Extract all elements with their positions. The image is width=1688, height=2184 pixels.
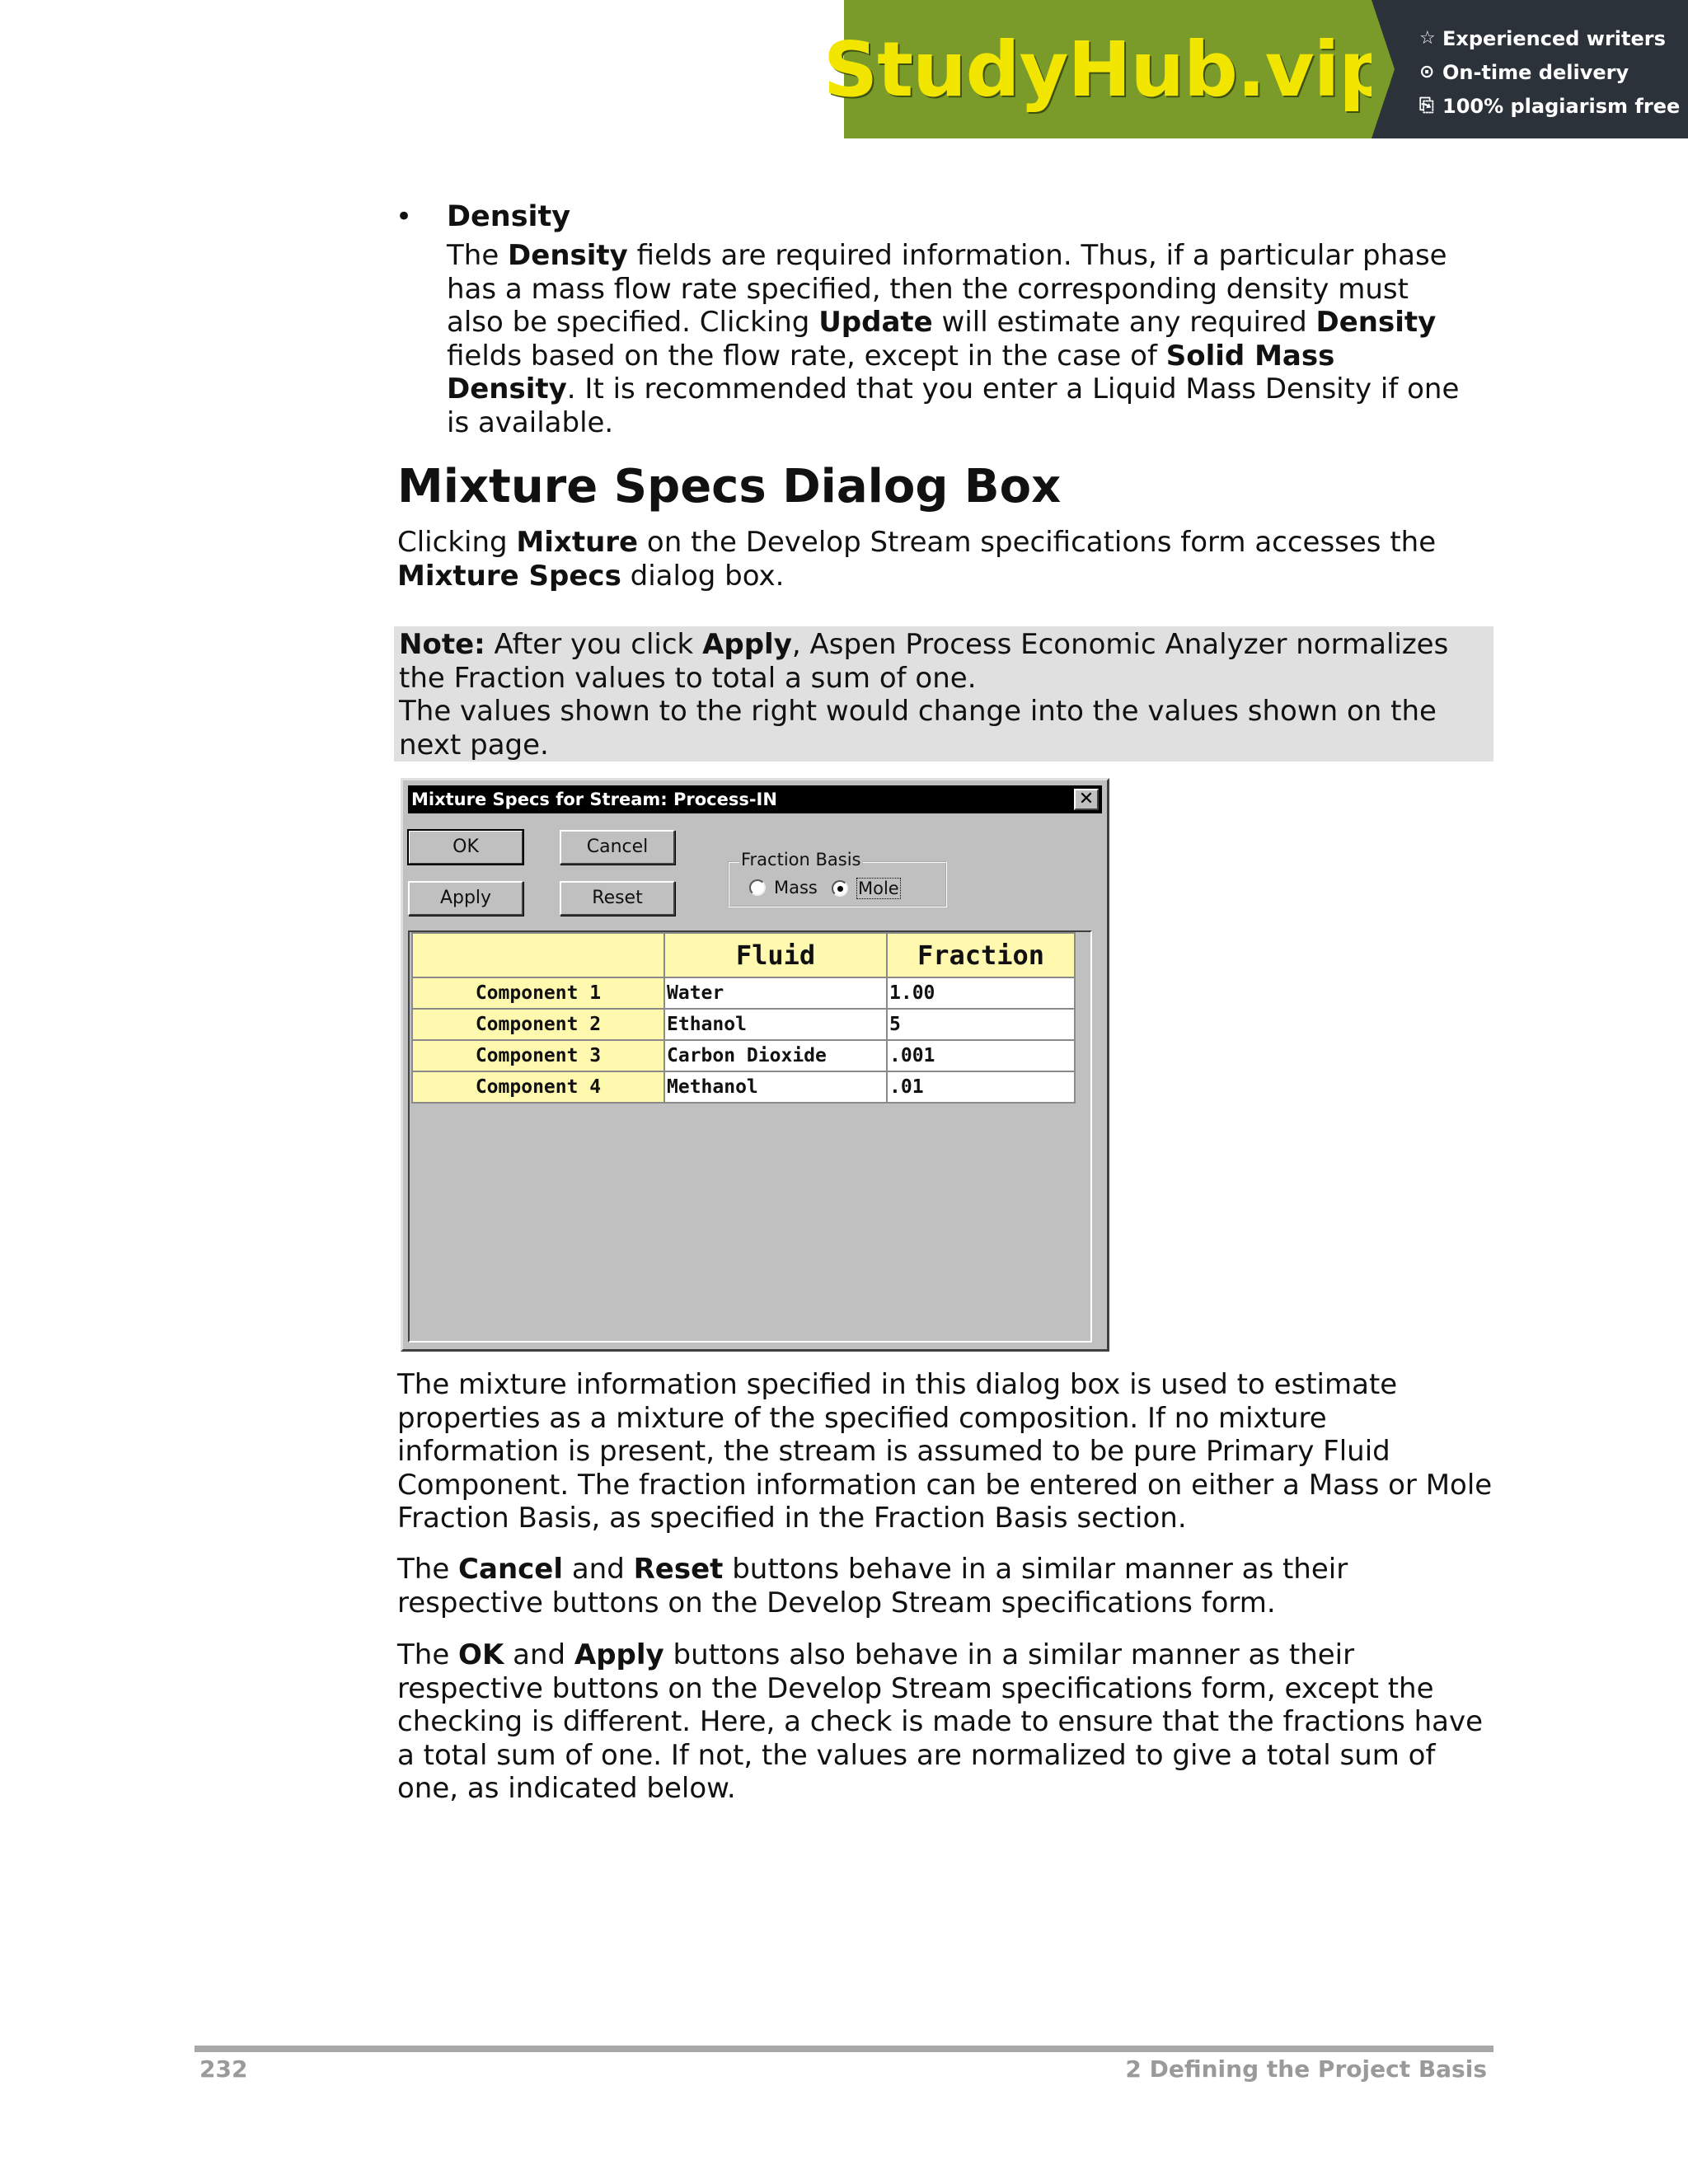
component-label: Component 2: [412, 1009, 664, 1040]
perk-item: [1419, 89, 1688, 123]
fraction-cell[interactable]: 1.00: [887, 977, 1075, 1009]
bold-term: Mixture Specs: [397, 559, 621, 593]
mixture-grid: [408, 930, 1092, 1343]
table-row: [412, 1009, 1075, 1040]
mixture-specs-dialog: [401, 778, 1109, 1352]
text-run: , Aspen Process Economic Analyzer normalizes the Fraction values to total a sum of one.: [399, 628, 1449, 695]
text-run: will estimate any required: [932, 306, 1316, 339]
radio-off-icon: [749, 879, 766, 896]
text-run: and: [563, 1553, 634, 1586]
table-row: [412, 1040, 1075, 1071]
table-row: [412, 977, 1075, 1009]
fluid-cell[interactable]: Water: [664, 977, 887, 1009]
bold-term: Density: [1315, 306, 1437, 339]
table-row: [412, 1071, 1075, 1103]
bold-term: Density: [508, 239, 628, 272]
text-run: . It is recommended that you enter a Liquid Mass Density if one is available.: [447, 373, 1460, 439]
ok-apply-paragraph: [397, 1638, 1493, 1806]
text-run: After you click: [485, 628, 703, 661]
bold-term: Update: [818, 306, 933, 339]
text-run: dialog box.: [621, 559, 785, 593]
reset-button[interactable]: Reset: [560, 881, 675, 916]
text-run: The: [447, 239, 509, 272]
mixture-table: [411, 932, 1076, 1104]
cancel-reset-paragraph: [397, 1553, 1493, 1619]
ok-button[interactable]: OK: [408, 830, 523, 865]
radio-on-icon: [832, 880, 848, 897]
bold-term: Reset: [633, 1553, 724, 1586]
perk-item: [1419, 21, 1688, 55]
text-run: buttons behave in a similar manner as their respective buttons on the Develop Stream specifications form.: [397, 1553, 1348, 1619]
text-run: fields based on the flow rate, except in the case of: [447, 339, 1166, 373]
clock-icon: ⊙: [1419, 62, 1435, 82]
footer-divider: [195, 2046, 1493, 2052]
fluid-cell[interactable]: Ethanol: [664, 1009, 887, 1040]
brand-text: StudyHub.vip: [823, 25, 1393, 114]
fraction-cell[interactable]: .01: [887, 1071, 1075, 1103]
apply-button[interactable]: Apply: [408, 881, 523, 916]
note-line-2: The values shown to the right would change into the values shown on the next page.: [399, 695, 1437, 762]
density-body: [447, 239, 1469, 439]
dialog-title: Mixture Specs for Stream: Process-IN: [411, 790, 777, 809]
brand-logo: [823, 0, 1393, 138]
close-icon: ✕: [1078, 789, 1095, 809]
bold-term: Note:: [399, 628, 485, 661]
bold-term: Apply: [702, 628, 792, 661]
fluid-header: Fluid: [664, 933, 887, 977]
density-title: Density: [447, 200, 571, 233]
copy-icon: ⎘: [1419, 96, 1434, 116]
note-box: [394, 626, 1493, 762]
fluid-cell[interactable]: Methanol: [664, 1071, 887, 1103]
section-heading: Mixture Specs Dialog Box: [397, 460, 1062, 513]
bold-term: Cancel: [458, 1553, 564, 1586]
page-number: 232: [199, 2055, 248, 2083]
banner-arrow: [1372, 0, 1395, 138]
bold-term: Mixture: [516, 526, 639, 559]
text-run: fields are required information. Thus, if a particular phase has a mass flow rate specified, then the corresponding density must also be specified. Clicking: [447, 239, 1447, 339]
fraction-cell[interactable]: 5: [887, 1009, 1075, 1040]
mass-label: Mass: [774, 878, 818, 898]
star-icon: ☆: [1419, 28, 1436, 49]
banner-perks: [1372, 0, 1688, 138]
corner-cell: [412, 933, 664, 977]
text-run: Clicking: [397, 526, 517, 559]
text-run: on the Develop Stream specifications form accesses the: [638, 526, 1437, 559]
intro-paragraph: [397, 526, 1493, 593]
text-run: and: [504, 1638, 574, 1671]
note-line-1: [399, 628, 1489, 695]
chapter-title: 2 Defining the Project Basis: [1125, 2055, 1487, 2083]
mass-radio[interactable]: [749, 878, 818, 898]
perk-item: [1419, 55, 1688, 89]
bold-term: Solid Mass Density: [447, 339, 1335, 405]
bullet-dot: •: [396, 200, 413, 233]
fraction-cell[interactable]: .001: [887, 1040, 1075, 1071]
mole-radio[interactable]: [832, 878, 901, 899]
close-button[interactable]: [1074, 789, 1099, 810]
mole-label: Mole: [858, 879, 899, 898]
bold-term: Apply: [574, 1638, 664, 1671]
table-header-row: [412, 933, 1075, 977]
fluid-cell[interactable]: Carbon Dioxide: [664, 1040, 887, 1071]
perk-label: On-time delivery: [1442, 60, 1629, 84]
dialog-titlebar: [408, 785, 1102, 813]
fraction-header: Fraction: [887, 933, 1075, 977]
studyhub-banner[interactable]: [823, 0, 1688, 138]
component-label: Component 3: [412, 1040, 664, 1071]
mixture-info-paragraph: The mixture information specified in this dialog box is used to estimate properties as a mixture of the specified composition. If no mixture information is present, the stream is assumed to be pure Primary Fluid Component. The fraction information can be entered on either a Mass or Mole Fraction Basis, as specified in the Fraction Basis section.: [397, 1368, 1493, 1535]
perk-label: Experienced writers: [1442, 26, 1666, 50]
text-run: The: [397, 1638, 459, 1671]
fraction-basis-label: Fraction Basis: [741, 850, 861, 869]
component-label: Component 1: [412, 977, 664, 1009]
component-label: Component 4: [412, 1071, 664, 1103]
text-run: The: [397, 1553, 459, 1586]
perk-label: 100% plagiarism free: [1442, 94, 1681, 118]
text-run: buttons also behave in a similar manner as their respective buttons on the Develop Stream specifications form, except the checking is different. Here, a check is made to ensure that the fractions have a total sum of one. If not, the values are normalized to give a total sum of one, as indicated below.: [397, 1638, 1484, 1805]
cancel-button[interactable]: Cancel: [560, 830, 675, 865]
bold-term: OK: [458, 1638, 504, 1671]
fraction-basis-group: [728, 850, 947, 907]
